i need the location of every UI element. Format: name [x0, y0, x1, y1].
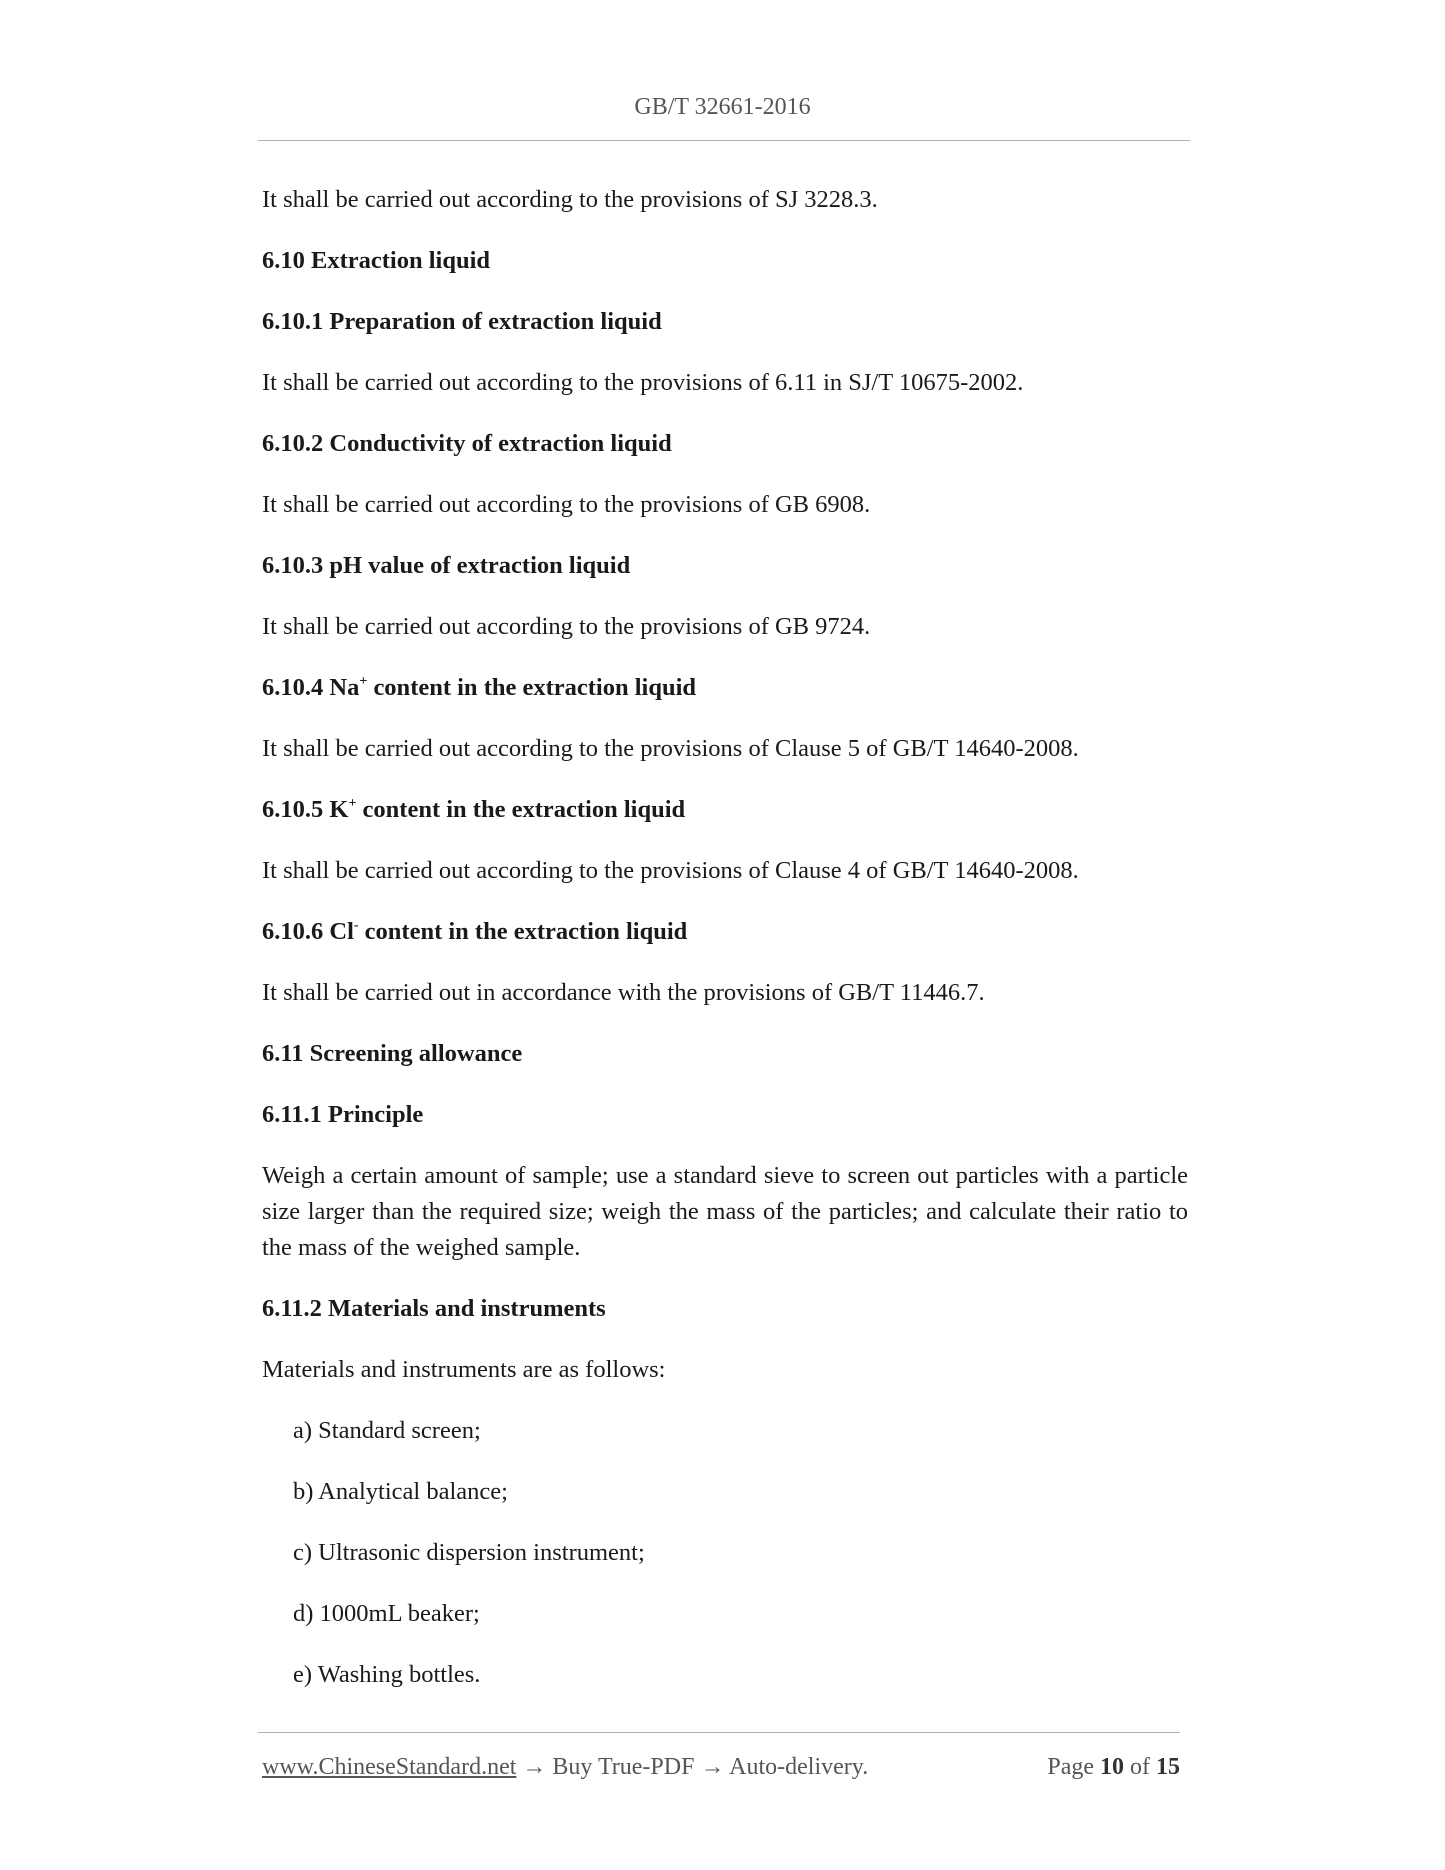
footer-buy-text: Buy True-PDF — [552, 1754, 695, 1780]
heading-6-10-1: 6.10.1 Preparation of extraction liquid — [262, 308, 662, 335]
paragraph-6-11-1: Weigh a certain amount of sample; use a standard sieve to screen out particles with a particle size larger than the required size; weigh the mass of the particles; and calculate their ratio to the mass of the weighed sample. — [262, 1162, 1188, 1261]
paragraph-6-10-1: It shall be carried out according to the provisions of 6.11 in SJ/T 10675-2002. — [262, 369, 1024, 396]
list-item: d) 1000mL beaker; — [293, 1600, 480, 1627]
website-link[interactable]: www.ChineseStandard.net — [262, 1754, 517, 1780]
list-item: e) Washing bottles. — [293, 1661, 481, 1688]
footer-divider — [258, 1732, 1180, 1733]
paragraph-6-10-4: It shall be carried out according to the provisions of Clause 5 of GB/T 14640-2008. — [262, 735, 1079, 762]
heading-6-10-2: 6.10.2 Conductivity of extraction liquid — [262, 430, 672, 457]
heading-6-10-6-suffix: content in the extraction liquid — [358, 918, 688, 945]
page-header-title: GB/T 32661-2016 — [634, 94, 811, 120]
header-divider — [258, 140, 1190, 141]
total-page-number: 15 — [1156, 1754, 1180, 1780]
chloride-ion-superscript: - — [353, 918, 359, 933]
paragraph-6-10-3: It shall be carried out according to the provisions of GB 9724. — [262, 613, 871, 640]
heading-6-10-5 — [262, 792, 1188, 828]
arrow-icon: → — [700, 1754, 725, 1780]
paragraph-6-10-6: It shall be carried out in accordance with the provisions of GB/T 11446.7. — [262, 979, 985, 1006]
paragraph-6-10-5: It shall be carried out according to the provisions of Clause 4 of GB/T 14640-2008. — [262, 857, 1079, 884]
heading-6-10-6-prefix: 6.10.6 Cl — [262, 918, 354, 945]
paragraph-6-11-2: Materials and instruments are as follows: — [262, 1356, 666, 1383]
heading-6-11: 6.11 Screening allowance — [262, 1040, 523, 1067]
of-label: of — [1130, 1754, 1150, 1780]
heading-6-10-6 — [262, 914, 1188, 950]
page-number — [1047, 1750, 1180, 1784]
heading-6-10-5-suffix: content in the extraction liquid — [356, 796, 686, 823]
arrow-icon: → — [522, 1754, 547, 1780]
list-item: b) Analytical balance; — [293, 1478, 508, 1505]
sodium-ion-superscript: + — [359, 674, 368, 689]
footer-delivery-text: Auto-delivery. — [729, 1754, 869, 1780]
list-item: a) Standard screen; — [293, 1417, 481, 1444]
heading-6-10-5-prefix: 6.10.5 K — [262, 796, 349, 823]
footer-promo — [262, 1750, 868, 1784]
paragraph-6-10-2: It shall be carried out according to the provisions of GB 6908. — [262, 491, 871, 518]
instrument-list — [262, 1413, 1188, 1693]
heading-6-10-4 — [262, 670, 1188, 706]
list-item: c) Ultrasonic dispersion instrument; — [293, 1539, 645, 1566]
current-page-number: 10 — [1100, 1754, 1124, 1780]
heading-6-10-3: 6.10.3 pH value of extraction liquid — [262, 552, 631, 579]
heading-6-10-4-prefix: 6.10.4 Na — [262, 674, 360, 701]
heading-6-11-2: 6.11.2 Materials and instruments — [262, 1295, 606, 1322]
heading-6-11-1: 6.11.1 Principle — [262, 1101, 424, 1128]
page-label: Page — [1047, 1754, 1094, 1780]
document-body — [262, 182, 1188, 1693]
paragraph-intro: It shall be carried out according to the provisions of SJ 3228.3. — [262, 186, 878, 213]
heading-6-10: 6.10 Extraction liquid — [262, 247, 491, 274]
heading-6-10-4-suffix: content in the extraction liquid — [367, 674, 697, 701]
potassium-ion-superscript: + — [348, 796, 357, 811]
